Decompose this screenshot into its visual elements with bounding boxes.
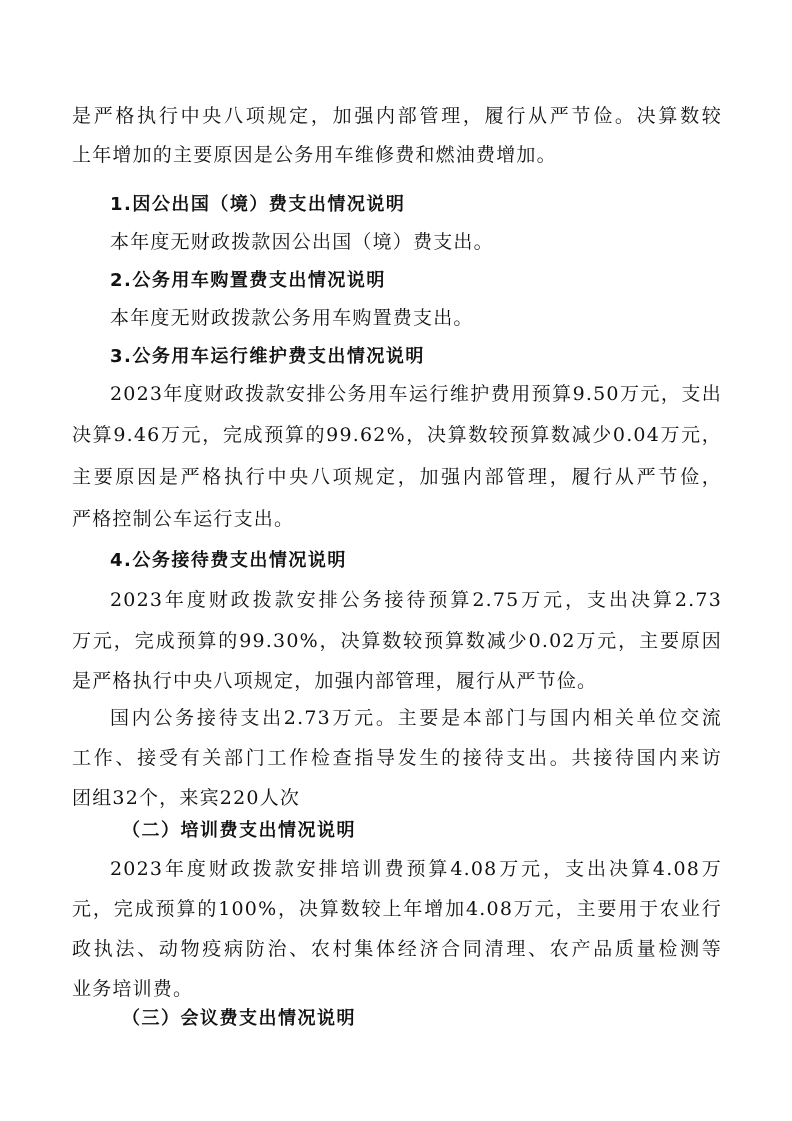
section-heading: （三）会议费支出情况说明 bbox=[122, 1008, 356, 1029]
paragraph-line: 2023年度财政拨款安排培训费预算4.08万元，支出决算4.08万 bbox=[110, 858, 722, 880]
section-heading: 4.公务接待费支出情况说明 bbox=[110, 550, 347, 571]
paragraph-line: 本年度无财政拨款公务用车购置费支出。 bbox=[110, 307, 474, 329]
paragraph-line: 主要原因是严格执行中央八项规定，加强内部管理，履行从严节俭， bbox=[72, 466, 722, 488]
paragraph-line: 业务培训费。 bbox=[72, 978, 194, 1000]
section-heading: 3.公务用车运行维护费支出情况说明 bbox=[110, 346, 425, 367]
paragraph-line: 政执法、动物疫病防治、农村集体经济合同清理、农产品质量检测等 bbox=[72, 938, 722, 960]
paragraph-line: 团组32个，来宾220人次 bbox=[72, 787, 301, 809]
paragraph-line: 上年增加的主要原因是公务用车维修费和燃油费增加。 bbox=[72, 144, 557, 166]
paragraph-line: 是严格执行中央八项规定，加强内部管理，履行从严节俭。决算数较 bbox=[72, 105, 722, 127]
paragraph-line: 决算9.46万元，完成预算的99.62%，决算数较预算数减少0.04万元， bbox=[72, 424, 722, 446]
section-heading: 2.公务用车购置费支出情况说明 bbox=[110, 270, 386, 291]
paragraph-line: 国内公务接待支出2.73万元。主要是本部门与国内相关单位交流 bbox=[110, 707, 722, 729]
paragraph-line: 万元，完成预算的99.30%，决算数较预算数减少0.02万元，主要原因 bbox=[72, 630, 722, 652]
section-heading: （二）培训费支出情况说明 bbox=[122, 820, 356, 841]
section-heading: 1.因公出国（境）费支出情况说明 bbox=[110, 194, 406, 215]
paragraph-line: 是严格执行中央八项规定，加强内部管理，履行从严节俭。 bbox=[72, 670, 598, 692]
paragraph-line: 本年度无财政拨款因公出国（境）费支出。 bbox=[110, 231, 494, 253]
paragraph-line: 2023年度财政拨款安排公务用车运行维护费用预算9.50万元，支出 bbox=[110, 383, 722, 405]
paragraph-line: 元，完成预算的100%，决算数较上年增加4.08万元，主要用于农业行 bbox=[72, 898, 722, 920]
paragraph-line: 工作、接受有关部门工作检查指导发生的接待支出。共接待国内来访 bbox=[72, 747, 722, 769]
paragraph-line: 2023年度财政拨款安排公务接待预算2.75万元，支出决算2.73 bbox=[110, 589, 722, 611]
paragraph-line: 严格控制公车运行支出。 bbox=[72, 508, 295, 530]
